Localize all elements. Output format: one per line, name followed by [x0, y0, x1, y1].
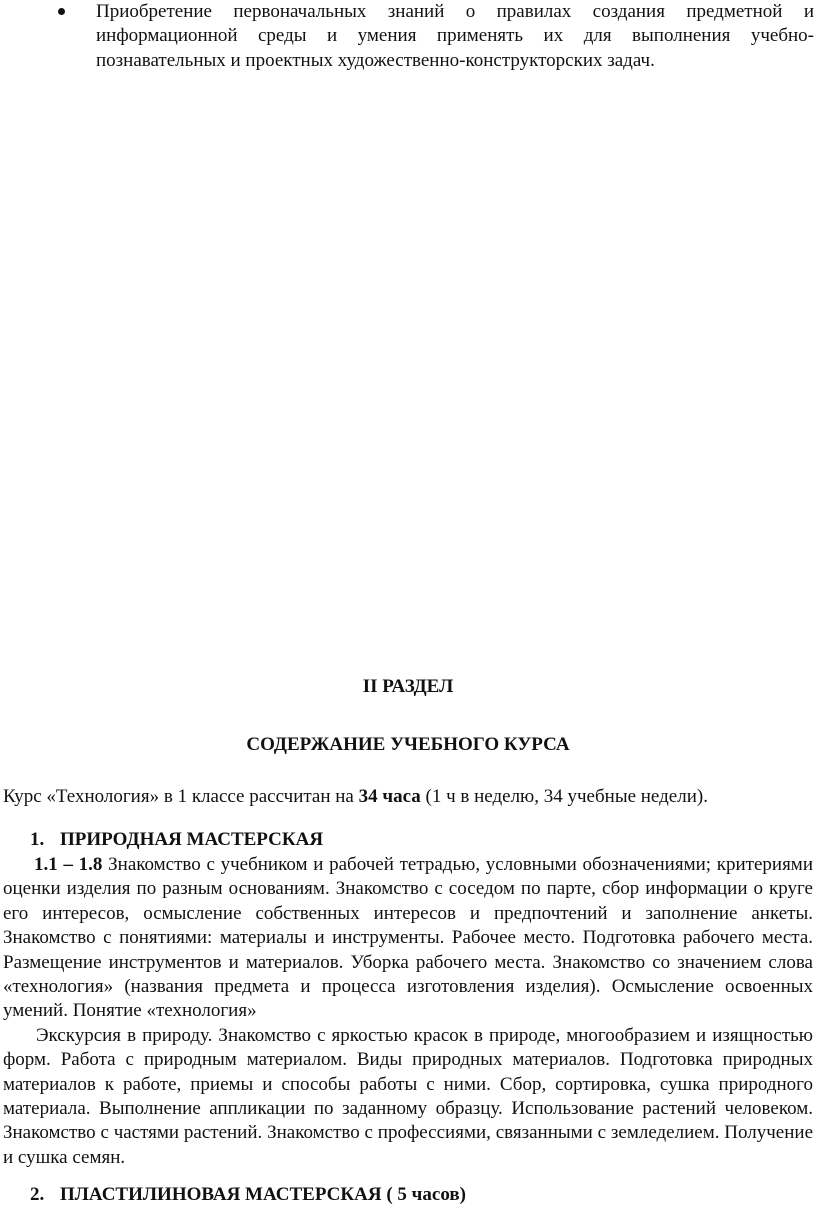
topic-1-number: 1.: [30, 829, 45, 850]
topic-1-heading: [30, 828, 323, 852]
bullet-text: Приобретение первоначальных знаний о правилах создания предметной и информационной среды и умения применять их для выполнения учебно-познавательных и проектных художественно-конструкторских задач.: [96, 1, 814, 71]
section-number-heading: II РАЗДЕЛ: [362, 676, 454, 697]
section-title-heading: СОДЕРЖАНИЕ УЧЕБНОГО КУРСА: [246, 734, 570, 755]
topic-2-number: 2.: [30, 1184, 45, 1205]
topic-1-paragraph-1: [3, 853, 813, 1024]
lesson-range: 1.1 – 1.8: [34, 854, 103, 875]
topic-1-paragraph-2: Экскурсия в природу. Знакомство с яркостью красок в природе, многообразием и изящностью форм. Работа с природным материалом. Виды природных материалов. Подготовка природных материалов к работе, приемы и способы работы с ними. Сбор, сортировка, сушка природного материала. Выполнение аппликации по заданному образцу. Использование растений человеком. Знакомство с частями растений. Знакомство с профессиями, связанными с земледелием. Получение и сушка семян.: [3, 1024, 813, 1168]
course-line-suffix: (1 ч в неделю, 34 учебные недели).: [420, 786, 708, 807]
topic-1-body: [3, 853, 813, 1170]
topic-2-title: ПЛАСТИЛИНОВАЯ МАСТЕРСКАЯ ( 5 часов): [60, 1184, 466, 1205]
course-hours-line: [3, 785, 813, 809]
topic-2-heading: [30, 1183, 466, 1207]
course-hours-bold: 34 часа: [358, 786, 421, 807]
bullet-list-item: [58, 0, 814, 73]
paragraph-1-text: Знакомство с учебником и рабочей тетрадью, условными обозначениями; критериями оценки изделия по разным основаниям. Знакомство с соседом по парте, сбор информации о круге его интересов, осмысление собственных интересов и предпочтений и заполнение анкеты. Знакомство с понятиями: материалы и инструменты. Рабочее место. Подготовка рабочего места. Размещение инструментов и материалов. Уборка рабочего места. Знакомство со значением слова «технология» (названия предмета и процесса изготовления изделия). Осмысление освоенных умений. Понятие «технология»: [3, 854, 813, 1022]
course-line-prefix: Курс «Технология» в 1 классе рассчитан на: [3, 786, 359, 807]
topic-1-title: ПРИРОДНАЯ МАСТЕРСКАЯ: [60, 829, 324, 850]
bullet-dot-icon: [58, 8, 65, 15]
